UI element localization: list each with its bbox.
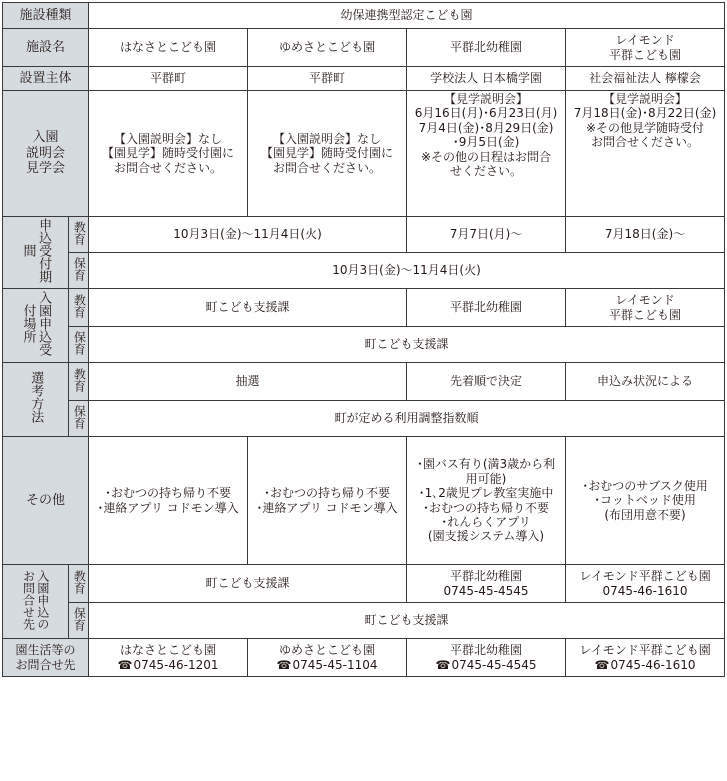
row-inquiry-edu [3, 565, 725, 603]
facility-type-value: 幼保連携型認定こども園 [89, 3, 725, 29]
life-inquiry-cell [566, 639, 725, 677]
row-inquiry-care [3, 603, 725, 639]
life-inquiry-phone-line [410, 658, 562, 672]
facility-type-label: 施設種類 [3, 3, 89, 29]
application-period-label: 申込受付期間 [3, 217, 69, 289]
selection-edu-cell: 先着順で決定 [407, 363, 566, 401]
care-sublabel: 保育 [69, 327, 89, 363]
selection-label: 選考方法 [3, 363, 69, 437]
row-operator [3, 67, 725, 91]
row-briefing [3, 91, 725, 217]
life-inquiry-phone: 0745-46-1610 [610, 657, 696, 672]
facility-name-cell: レイモンド 平群こども園 [566, 29, 725, 67]
selection-edu-cell: 申込み状況による [566, 363, 725, 401]
briefing-cell: 【入園説明会】なし 【園見学】随時受付園に お問合せください。 [89, 91, 248, 217]
facility-comparison-table [2, 2, 725, 677]
life-inquiry-phone-line [92, 658, 244, 672]
life-inquiry-label: 園生活等の お問合せ先 [3, 639, 89, 677]
phone-icon: ☎ [276, 657, 292, 672]
application-place-care-cell: 町こども支援課 [89, 327, 725, 363]
inquiry-edu-cell: 平群北幼稚園 0745-45-4545 [407, 565, 566, 603]
other-label: その他 [3, 437, 89, 565]
phone-icon: ☎ [117, 657, 133, 672]
care-sublabel: 保育 [69, 401, 89, 437]
life-inquiry-cell [407, 639, 566, 677]
care-sublabel: 保育 [69, 603, 89, 639]
briefing-cell: 【入園説明会】なし 【園見学】随時受付園に お問合せください。 [248, 91, 407, 217]
other-cell: ･おむつのサブスク使用 ･コットベッド使用 (布団用意不要) [566, 437, 725, 565]
life-inquiry-phone-line [251, 658, 403, 672]
selection-edu-cell: 抽選 [89, 363, 407, 401]
row-life-inquiry [3, 639, 725, 677]
operator-cell: 社会福祉法人 檸檬会 [566, 67, 725, 91]
phone-icon: ☎ [435, 657, 451, 672]
facility-name-cell: 平群北幼稚園 [407, 29, 566, 67]
life-inquiry-name: レイモンド平群こども園 [579, 643, 711, 658]
application-place-edu-cell: 町こども支援課 [89, 289, 407, 327]
application-period-edu-cell: 7月18日(金)～ [566, 217, 725, 253]
application-place-edu-cell: 平群北幼稚園 [407, 289, 566, 327]
edu-sublabel: 教育 [69, 565, 89, 603]
application-period-edu-cell: 10月3日(金)～11月4日(火) [89, 217, 407, 253]
life-inquiry-phone: 0745-46-1201 [133, 657, 219, 672]
life-inquiry-name: ゆめさとこども園 [279, 643, 376, 658]
briefing-cell: 【見学説明会】 7月18日(金)･8月22日(金) ※その他見学随時受付 お問合せください。 [566, 91, 725, 217]
inquiry-edu-cell: レイモンド平群こども園 0745-46-1610 [566, 565, 725, 603]
application-place-label: 入園申込受付場所 [3, 289, 69, 363]
row-application-period-care [3, 253, 725, 289]
life-inquiry-phone-line [569, 658, 721, 672]
briefing-label: 入園 説明会 見学会 [3, 91, 89, 217]
operator-cell: 学校法人 日本橋学園 [407, 67, 566, 91]
other-cell: ･園バス有り(満3歳から利 用可能) ･1､2歳児プレ教室実施中 ･おむつの持ち帰り不要 ･れんらくアプリ (園支援システム導入) [407, 437, 566, 565]
other-cell: ･おむつの持ち帰り不要 ･連絡アプリ コドモン導入 [248, 437, 407, 565]
application-period-edu-cell: 7月7日(月)～ [407, 217, 566, 253]
phone-icon: ☎ [594, 657, 610, 672]
operator-cell: 平群町 [248, 67, 407, 91]
application-place-edu-cell: レイモンド 平群こども園 [566, 289, 725, 327]
row-application-place-care [3, 327, 725, 363]
facility-name-label: 施設名 [3, 29, 89, 67]
life-inquiry-cell [89, 639, 248, 677]
row-facility-type [3, 3, 725, 29]
care-sublabel: 保育 [69, 253, 89, 289]
life-inquiry-phone: 0745-45-4545 [451, 657, 537, 672]
row-other [3, 437, 725, 565]
operator-label: 設置主体 [3, 67, 89, 91]
row-selection-care [3, 401, 725, 437]
row-selection-edu [3, 363, 725, 401]
facility-name-cell: はなさとこども園 [89, 29, 248, 67]
edu-sublabel: 教育 [69, 363, 89, 401]
operator-cell: 平群町 [89, 67, 248, 91]
life-inquiry-phone: 0745-45-1104 [292, 657, 378, 672]
edu-sublabel: 教育 [69, 217, 89, 253]
application-period-care-cell: 10月3日(金)～11月4日(火) [89, 253, 725, 289]
row-facility-name [3, 29, 725, 67]
inquiry-edu-cell: 町こども支援課 [89, 565, 407, 603]
inquiry-care-cell: 町こども支援課 [89, 603, 725, 639]
life-inquiry-name: はなさとこども園 [120, 643, 217, 658]
selection-care-cell: 町が定める利用調整指数順 [89, 401, 725, 437]
life-inquiry-cell [248, 639, 407, 677]
facility-name-cell: ゆめさとこども園 [248, 29, 407, 67]
row-application-place-edu [3, 289, 725, 327]
life-inquiry-name: 平群北幼稚園 [450, 643, 523, 658]
row-application-period-edu [3, 217, 725, 253]
inquiry-label: 入園申込のお問合せ先 [3, 565, 69, 639]
edu-sublabel: 教育 [69, 289, 89, 327]
briefing-cell: 【見学説明会】 6月16日(月)･6月23日(月) 7月4日(金)･8月29日(金) ･9月5日(金) ※その他の日程はお問合 せください。 [407, 91, 566, 217]
other-cell: ･おむつの持ち帰り不要 ･連絡アプリ コドモン導入 [89, 437, 248, 565]
